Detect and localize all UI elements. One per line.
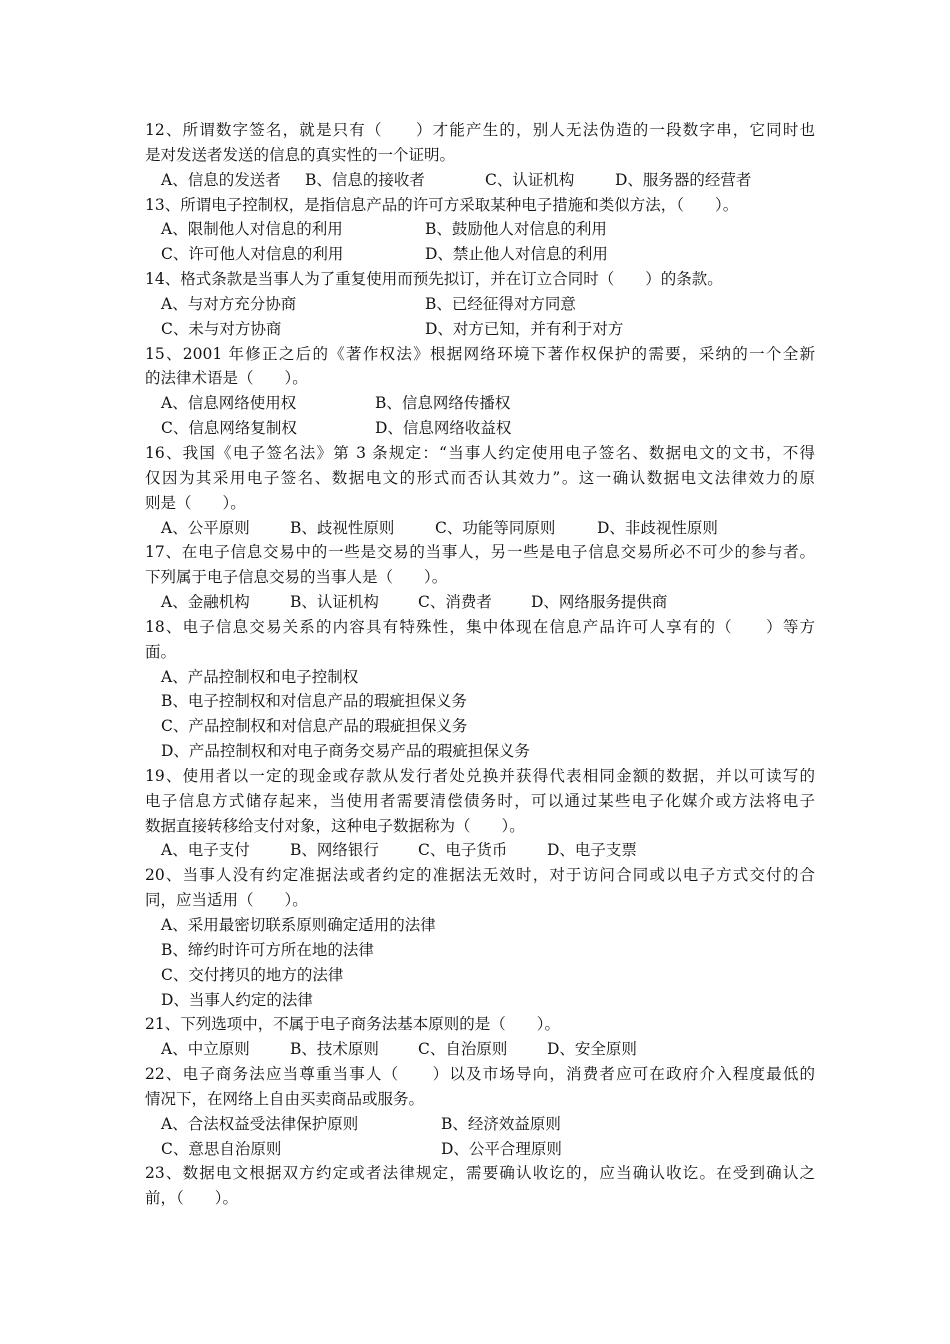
answer-option: B、鼓励他人对信息的利用 [425,220,607,239]
question-text-line: 情况下，在网络上自由买卖商品或服务。 [145,1089,425,1108]
answer-options-row [145,391,815,416]
answer-option: C、意思自治原则 [161,1139,282,1158]
answer-option: A、金融机构 [161,593,250,612]
answer-options-row [145,1137,815,1162]
answer-option: B、信息的接收者 [305,170,425,189]
answer-option: B、认证机构 [290,593,379,612]
question-text-line: 13、所谓电子控制权，是指信息产品的许可方采取某种电子措施和类似方法，（ ）。 [145,195,739,214]
answer-option: A、中立原则 [161,1040,250,1059]
answer-option: B、经济效益原则 [441,1114,561,1133]
answer-option: D、安全原则 [547,1040,637,1059]
answer-option: B、信息网络传播权 [375,394,511,413]
answer-options-row [145,913,815,938]
question-text-line: 20、当事人没有约定准据法或者约定的准据法无效时，对于访问合同或以电子方式交付的合 [145,866,815,885]
answer-option: B、技术原则 [290,1040,379,1059]
answer-options-row [145,1112,815,1137]
answer-option: A、信息的发送者 [161,170,281,189]
question-text-line: 17、在电子信息交易中的一些是交易的当事人，另一些是电子信息交易所必不可少的参与者。 [145,543,815,562]
answer-options-row [145,988,815,1013]
answer-option: C、功能等同原则 [435,518,556,537]
answer-option: D、公平合理原则 [441,1139,562,1158]
answer-option: A、公平原则 [161,518,250,537]
answer-option: D、服务器的经营者 [615,170,752,189]
answer-option: C、消费者 [418,593,492,612]
answer-option: C、信息网络复制权 [161,419,297,438]
answer-option: D、对方已知，并有利于对方 [425,319,624,338]
question-text-line: 电子信息方式储存起来，当使用者需要清偿债务时，可以通过某些电子化媒介或方法将电子 [145,791,815,810]
answer-option: B、网络银行 [290,841,379,860]
answer-option: A、采用最密切联系原则确定适用的法律 [161,916,436,934]
answer-option: D、当事人约定的法律 [161,990,313,1009]
answer-option: A、电子支付 [161,841,250,860]
answer-option: D、产品控制权和对电子商务交易产品的瑕疵担保义务 [161,742,530,761]
question-text-line: 19、使用者以一定的现金或存款从发行者处兑换并获得代表相同金额的数据，并以可读写的 [145,766,815,785]
answer-options-row [145,168,815,193]
answer-options-row [145,665,815,690]
answer-options-row [145,938,815,963]
question-text-line: 14、格式条款是当事人为了重复使用而预先拟订，并在订立合同时（ ）的条款。 [145,270,723,289]
answer-option: A、信息网络使用权 [161,394,297,413]
answer-options-row [145,590,815,615]
answer-option: B、歧视性原则 [290,518,395,537]
question-text-line: 面。 [145,642,177,661]
question-text-line: 是对发送者发送的信息的真实性的一个证明。 [145,145,456,164]
answer-option: A、与对方充分协商 [161,294,297,313]
answer-option: B、缔约时许可方所在地的法律 [161,940,374,959]
question-text-line: 18、电子信息交易关系的内容具有特殊性，集中体现在信息产品许可人享有的（ ）等方 [145,617,815,636]
question-text-line: 同，应当适用（ ）。 [145,891,308,910]
answer-option: C、电子货币 [418,841,508,860]
answer-options-row [145,317,815,342]
answer-option: C、交付拷贝的地方的法律 [161,965,344,984]
answer-options-row [145,838,815,863]
answer-option: D、网络服务提供商 [531,593,668,612]
question-text-line: 23、数据电文根据双方约定或者法律规定，需要确认收讫的，应当确认收讫。在受到确认之 [145,1164,815,1183]
answer-option: D、非歧视性原则 [597,518,718,537]
answer-options-row [145,963,815,988]
answer-option: C、产品控制权和对信息产品的瑕疵担保义务 [161,717,468,736]
answer-options-row [145,689,815,714]
answer-options-row [145,714,815,739]
question-text-line: 数据直接转移给支付对象，这种电子数据称为（ ）。 [145,816,525,835]
answer-options-row [145,416,815,441]
question-text-line: 22、电子商务法应当尊重当事人（ ）以及市场导向，消费者应可在政府介入程度最低的 [145,1065,815,1084]
question-list [145,118,815,1211]
answer-option: A、合法权益受法律保护原则 [161,1114,359,1133]
answer-option: D、禁止他人对信息的利用 [425,245,608,264]
answer-options-row [145,739,815,764]
answer-option: C、认证机构 [485,170,575,189]
answer-option: A、限制他人对信息的利用 [161,220,343,239]
answer-option: C、许可他人对信息的利用 [161,245,344,264]
answer-options-row [145,242,815,267]
answer-option: C、自治原则 [418,1040,508,1059]
answer-options-row [145,516,815,541]
question-text-line: 的法律术语是（ ）。 [145,369,308,388]
question-text-line: 12、所谓数字签名，就是只有（ ）才能产生的，别人无法伪造的一段数字串，它同时也 [145,121,815,139]
answer-option: C、未与对方协商 [161,319,282,338]
question-text-line: 仅因为其采用电子签名、数据电文的形式而否认其效力”。这一确认数据电文法律效力的原 [145,468,815,487]
question-text-line: 21、下列选项中，不属于电子商务法基本原则的是（ ）。 [145,1015,560,1034]
answer-options-row [145,217,815,242]
answer-option: D、信息网络收益权 [375,419,512,438]
answer-option: B、已经征得对方同意 [425,294,576,313]
question-text-line: 15、2001 年修正之后的《著作权法》根据网络环境下著作权保护的需要，采纳的一个全新 [145,344,815,363]
question-text-line: 16、我国《电子签名法》第 3 条规定：“当事人约定使用电子签名、数据电文的文书，不得 [145,443,815,462]
answer-options-row [145,292,815,317]
question-text-line: 则是（ ）。 [145,493,246,512]
question-text-line: 前，（ ）。 [145,1189,239,1208]
answer-option: D、电子支票 [547,841,637,860]
answer-option: B、电子控制权和对信息产品的瑕疵担保义务 [161,692,467,711]
question-text-line: 下列属于电子信息交易的当事人是（ ）。 [145,568,448,587]
answer-options-row [145,1037,815,1062]
answer-option: A、产品控制权和电子控制权 [161,667,359,686]
